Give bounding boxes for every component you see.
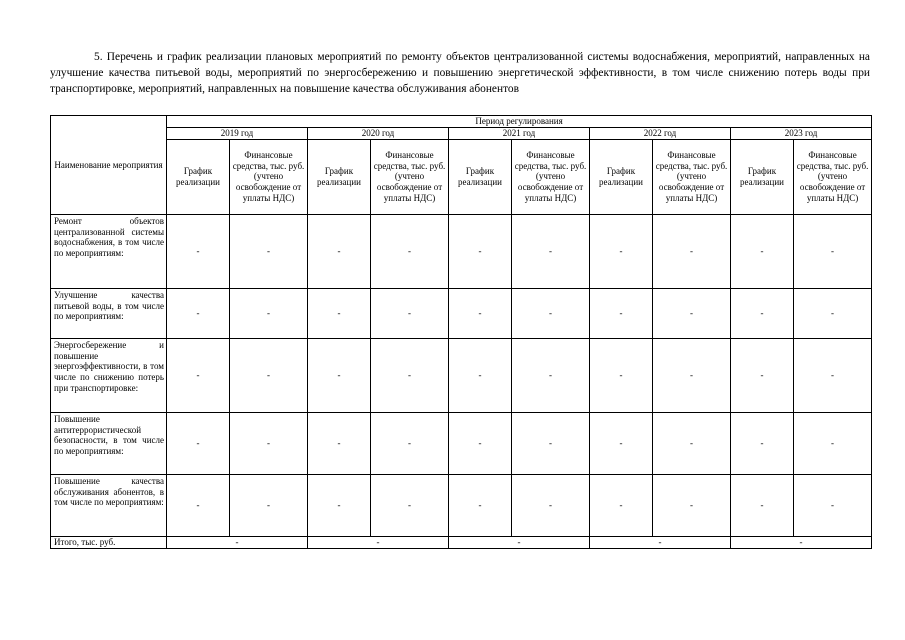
table-cell: - bbox=[653, 412, 731, 474]
table-cell: - bbox=[653, 474, 731, 536]
table-cell: - bbox=[590, 214, 653, 288]
table-row bbox=[51, 412, 872, 474]
schedule-subheader: График реализации bbox=[167, 139, 230, 214]
table-cell: - bbox=[794, 288, 872, 338]
finance-subheader: Финансовые средства, тыс. руб. (учтено освобождение от уплаты НДС) bbox=[653, 139, 731, 214]
finance-subheader: Финансовые средства, тыс. руб. (учтено освобождение от уплаты НДС) bbox=[512, 139, 590, 214]
table-cell: - bbox=[230, 214, 308, 288]
table-cell: - bbox=[590, 474, 653, 536]
table-cell: - bbox=[653, 214, 731, 288]
total-cell: - bbox=[308, 536, 449, 548]
table-cell: - bbox=[371, 474, 449, 536]
table-cell: - bbox=[590, 338, 653, 412]
table-cell: - bbox=[167, 288, 230, 338]
schedule-subheader: График реализации bbox=[590, 139, 653, 214]
activity-name: Повышение качества обслуживания абонентов, в том числе по мероприятиям: bbox=[51, 474, 167, 536]
table-cell: - bbox=[449, 338, 512, 412]
table-cell: - bbox=[590, 288, 653, 338]
table-cell: - bbox=[794, 214, 872, 288]
table-cell: - bbox=[167, 338, 230, 412]
table-cell: - bbox=[167, 474, 230, 536]
table-cell: - bbox=[308, 338, 371, 412]
table-cell: - bbox=[512, 338, 590, 412]
table-cell: - bbox=[371, 214, 449, 288]
table-cell: - bbox=[512, 474, 590, 536]
total-cell: - bbox=[731, 536, 872, 548]
table-cell: - bbox=[653, 288, 731, 338]
table-cell: - bbox=[512, 214, 590, 288]
activity-name: Повышение антитеррористической безопасности, в том числе по мероприятиям: bbox=[51, 412, 167, 474]
table-cell: - bbox=[449, 288, 512, 338]
table-cell: - bbox=[230, 338, 308, 412]
period-header: Период регулирования bbox=[167, 116, 872, 128]
finance-subheader: Финансовые средства, тыс. руб. (учтено освобождение от уплаты НДС) bbox=[371, 139, 449, 214]
table-row bbox=[51, 288, 872, 338]
table-cell: - bbox=[794, 338, 872, 412]
year-header: 2020 год bbox=[308, 127, 449, 139]
table-cell: - bbox=[371, 338, 449, 412]
table-cell: - bbox=[371, 288, 449, 338]
table-cell: - bbox=[731, 412, 794, 474]
year-header: 2022 год bbox=[590, 127, 731, 139]
total-cell: - bbox=[449, 536, 590, 548]
activity-name: Ремонт объектов централизованной системы водоснабжения, в том числе по мероприятиям: bbox=[51, 214, 167, 288]
table-cell: - bbox=[449, 474, 512, 536]
total-row bbox=[51, 536, 872, 548]
total-label: Итого, тыс. руб. bbox=[51, 536, 167, 548]
plan-table bbox=[50, 115, 872, 549]
table-cell: - bbox=[371, 412, 449, 474]
activity-name: Энергосбережение и повышение энергоэффективности, в том числе по снижению потерь при транспортировке: bbox=[51, 338, 167, 412]
name-column-header: Наименование мероприятия bbox=[51, 116, 167, 215]
table-row bbox=[51, 214, 872, 288]
table-cell: - bbox=[731, 338, 794, 412]
table-cell: - bbox=[731, 474, 794, 536]
finance-subheader: Финансовые средства, тыс. руб. (учтено освобождение от уплаты НДС) bbox=[794, 139, 872, 214]
table-cell: - bbox=[308, 474, 371, 536]
table-cell: - bbox=[230, 288, 308, 338]
year-header: 2021 год bbox=[449, 127, 590, 139]
table-cell: - bbox=[449, 214, 512, 288]
table-cell: - bbox=[512, 412, 590, 474]
total-cell: - bbox=[590, 536, 731, 548]
table-row bbox=[51, 338, 872, 412]
table-cell: - bbox=[308, 288, 371, 338]
table-cell: - bbox=[731, 288, 794, 338]
year-header: 2019 год bbox=[167, 127, 308, 139]
schedule-subheader: График реализации bbox=[731, 139, 794, 214]
year-header: 2023 год bbox=[731, 127, 872, 139]
table-cell: - bbox=[167, 412, 230, 474]
section-heading: 5. Перечень и график реализации плановых мероприятий по ремонту объектов централизованной системы водоснабжения, мероприятий, направленных на улучшение качества питьевой воды, мероприятий по энергосбережению и повышению энергетической эффективности, в том числе снижению потерь воды при транспортировке, мероприятий, направленных на повышение качества обслуживания абонентов bbox=[50, 51, 870, 95]
table-cell: - bbox=[512, 288, 590, 338]
total-cell: - bbox=[167, 536, 308, 548]
schedule-subheader: График реализации bbox=[308, 139, 371, 214]
finance-subheader: Финансовые средства, тыс. руб. (учтено освобождение от уплаты НДС) bbox=[230, 139, 308, 214]
table-cell: - bbox=[308, 214, 371, 288]
table-cell: - bbox=[308, 412, 371, 474]
table-row bbox=[51, 474, 872, 536]
table-cell: - bbox=[794, 474, 872, 536]
activity-name: Улучшение качества питьевой воды, в том числе по мероприятиям: bbox=[51, 288, 167, 338]
schedule-subheader: График реализации bbox=[449, 139, 512, 214]
table-cell: - bbox=[653, 338, 731, 412]
table-cell: - bbox=[449, 412, 512, 474]
table-cell: - bbox=[167, 214, 230, 288]
table-cell: - bbox=[731, 214, 794, 288]
table-cell: - bbox=[230, 474, 308, 536]
table-cell: - bbox=[230, 412, 308, 474]
table-cell: - bbox=[590, 412, 653, 474]
table-cell: - bbox=[794, 412, 872, 474]
